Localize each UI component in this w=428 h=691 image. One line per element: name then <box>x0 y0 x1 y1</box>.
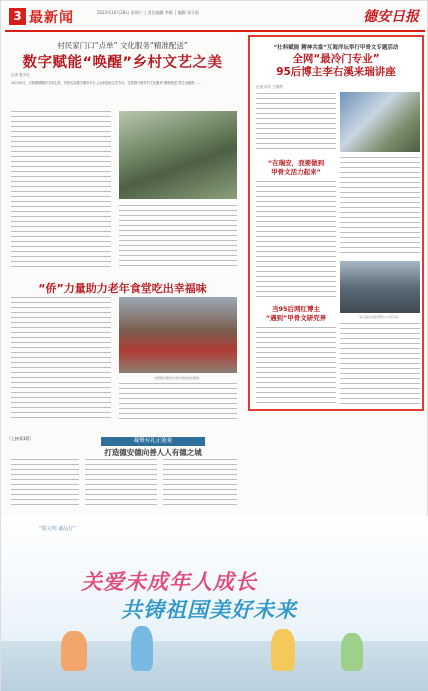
story2-photo <box>119 297 237 373</box>
right-body-col2a <box>340 157 420 257</box>
story3-tag: 凝聚有礼正能量 <box>101 437 205 446</box>
right-headline-line1: 全网“最冷门专业” <box>292 53 380 65</box>
right-subhead-1 <box>256 159 336 177</box>
story1-headline: 数字赋能“唤醒”乡村文艺之美 <box>22 55 223 71</box>
right-subhead-1b: 甲骨文活力起来” <box>271 168 321 176</box>
newspaper-logo: 德安日报 <box>363 9 419 25</box>
story1-body-col2 <box>119 205 237 273</box>
page-number: 3 <box>9 8 26 25</box>
right-headline <box>250 53 422 79</box>
section-title: 最新闻 <box>29 10 74 26</box>
story1-kicker: 村民家门口“点单” 文化服务“精准配送” <box>57 41 188 50</box>
story3-headline: 打造德安德向善人人有德之城 <box>104 448 202 457</box>
right-subhead-2a: 当95后网红博主 <box>271 305 321 313</box>
story1-lead: 10月20日，吉阳镇德顺村文化礼堂，村民们从数字服务平台上点单选取文艺节目，这是德兴镇乡村文化服务“精准配送”的生动缩影…… <box>11 81 201 85</box>
right-feature-box <box>248 35 424 411</box>
banner-child-figure <box>61 631 87 671</box>
story1-byline: 记者 曾宇佳 <box>11 73 30 77</box>
story3-continuation: （上接第1版） <box>7 436 34 441</box>
banner-slogan-line1: 关爱未成年人成长 <box>81 570 257 594</box>
right-kicker: “壮料赋能 精神共富”互海洋坛举行甲骨文专题活动 <box>273 45 399 51</box>
right-subhead-1a: “在瑞安，我要做到 <box>267 159 325 167</box>
right-byline: 记者 项宇 王锦然 <box>256 85 283 89</box>
right-body-col1a <box>256 181 336 301</box>
page-header <box>5 5 425 33</box>
banner-slogan-line2: 共铸祖国美好未来 <box>121 598 297 622</box>
banner-tag: “瑞文明 诚品行” <box>39 526 76 532</box>
story2-body-col2 <box>119 383 237 425</box>
story1-body-col1 <box>11 111 111 273</box>
right-body-col1b <box>256 327 336 407</box>
right-subhead-2b: “遇到”甲骨文研究界 <box>265 314 327 322</box>
story3-body-col1 <box>11 459 79 511</box>
right-headline-line2: 95后博主李右溪来瑞讲座 <box>276 66 396 78</box>
story2-headline: “侨”力量助力老年食堂吃出幸福味 <box>38 282 207 295</box>
banner-child-figure <box>131 626 153 671</box>
right-intro <box>256 93 336 153</box>
issue-meta: 2023年10月28日 星期六 │ 责任编辑 李群 │ 编辑 邹乐彩 <box>97 10 200 15</box>
right-photo-caption: 李右溪在讲座现场与大家互动。 <box>358 315 401 319</box>
story2-photo-caption: 吉阳镇志愿者为老年食堂送去物资。 <box>153 376 202 380</box>
right-subhead-2 <box>256 305 336 323</box>
banner-child-figure <box>271 629 295 671</box>
right-photo-top <box>340 92 420 152</box>
story2-body-col1 <box>11 297 111 425</box>
story3-body-col3 <box>163 459 237 511</box>
right-photo-bottom <box>340 261 420 313</box>
story1-photo <box>119 111 237 199</box>
banner-child-figure <box>341 633 363 671</box>
story3-body-col2 <box>85 459 157 511</box>
header-rule <box>5 30 425 32</box>
right-body-col2b <box>340 323 420 407</box>
